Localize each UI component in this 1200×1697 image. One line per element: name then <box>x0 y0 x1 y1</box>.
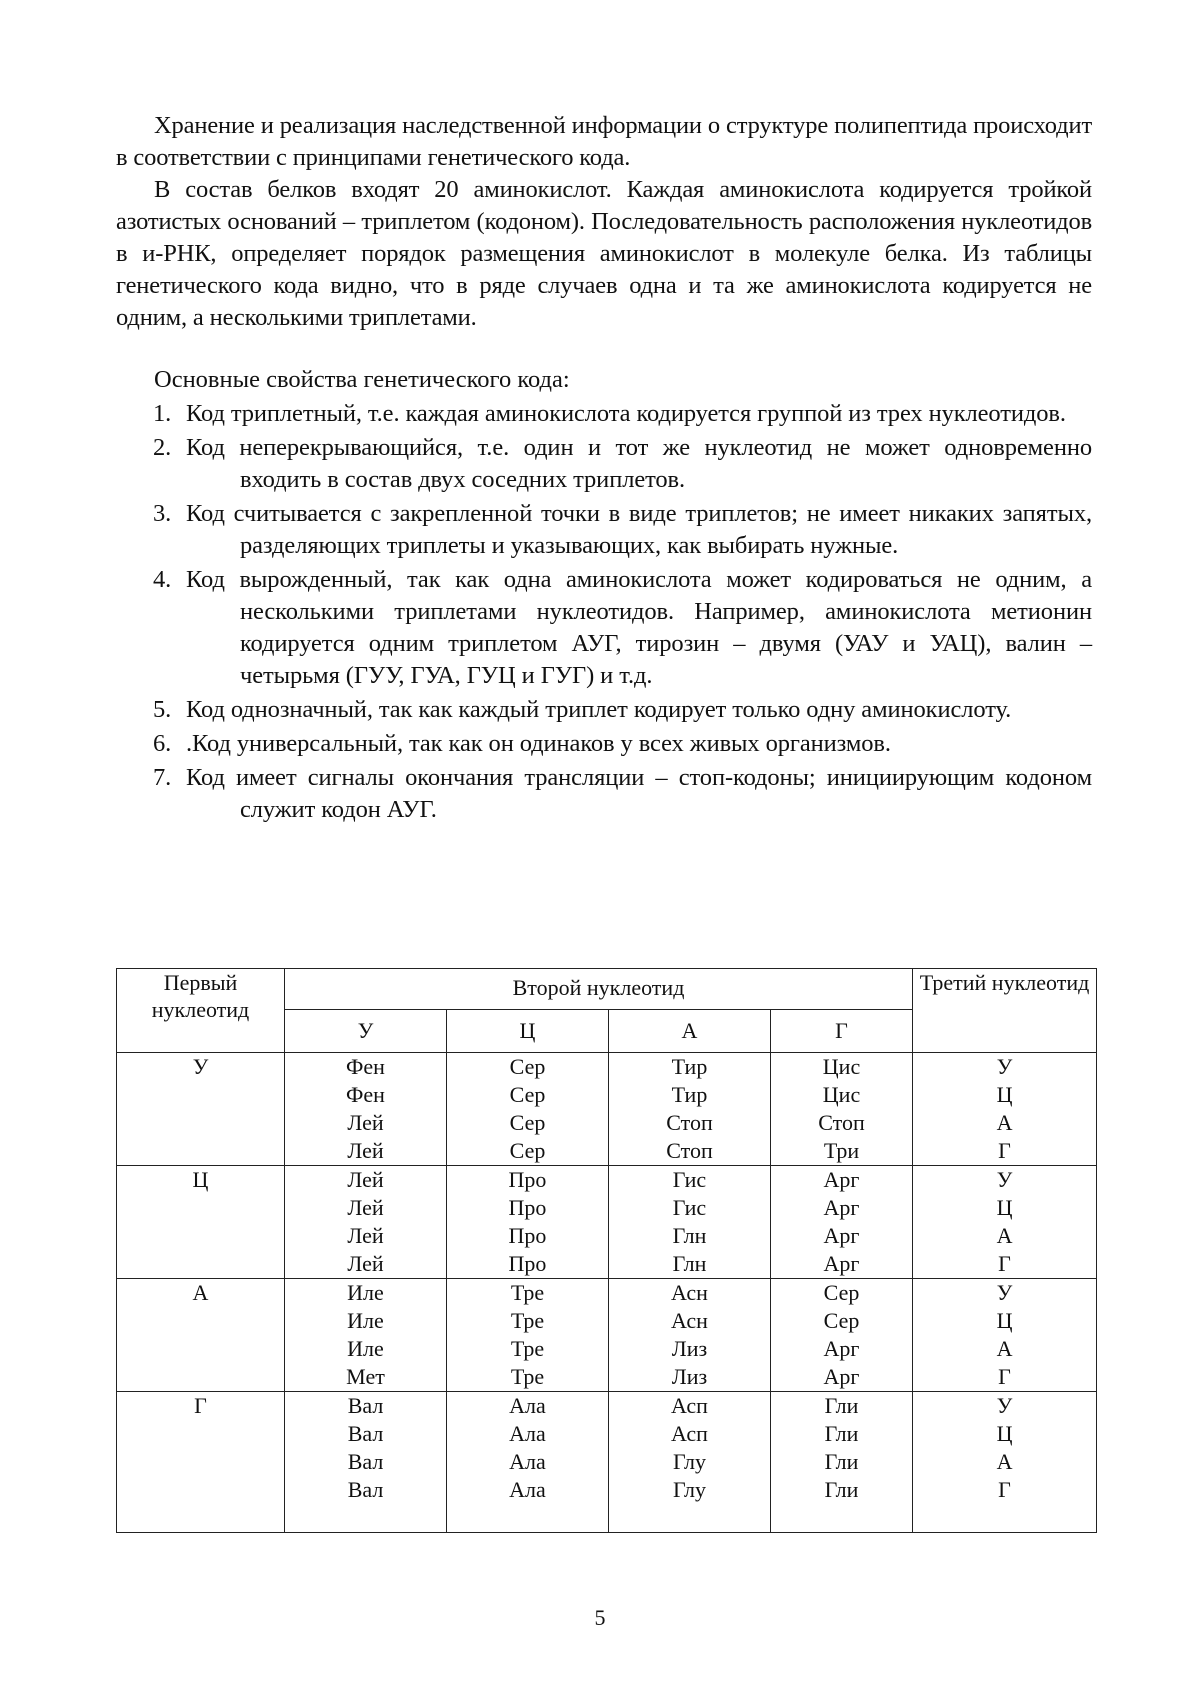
property-number: 1. <box>153 400 172 427</box>
property-number: 7. <box>153 764 172 791</box>
table-cell-value: Тре <box>510 1336 545 1361</box>
page-content <box>116 110 1092 828</box>
table-cell-value: Вал <box>347 1421 384 1446</box>
amino-acid-cell <box>285 1392 447 1533</box>
first-nucleotide-cell <box>117 1279 285 1392</box>
property-item <box>116 762 1092 826</box>
table-cell-value: Лиз <box>671 1364 708 1389</box>
table-cell-value: Арг <box>823 1167 860 1192</box>
table-cell-value: Вал <box>347 1393 384 1418</box>
table-cell-value: Лиз <box>671 1336 708 1361</box>
table-cell-value: Лей <box>347 1138 384 1163</box>
genetic-code-table <box>116 968 1097 1533</box>
table-cell-value: Ала <box>509 1393 546 1418</box>
table-cell-value: Стоп <box>818 1110 865 1135</box>
table-cell-value: Мет <box>346 1364 385 1389</box>
table-cell-value: Г <box>998 1138 1011 1163</box>
third-nucleotide-cell <box>913 1053 1097 1166</box>
property-item <box>116 432 1092 496</box>
table-cell-value: Про <box>508 1167 547 1192</box>
table-cell-value: Глу <box>672 1477 707 1502</box>
header-second-g: Г <box>771 1010 913 1053</box>
table-cell-value: Гли <box>824 1393 859 1418</box>
property-text: Код считывается с закрепленной точки в виде триплетов; не имеет никаких запятых, разделяющих триплеты и указывающих, как выбирать нужные. <box>186 500 1092 559</box>
table-cell-value: У <box>996 1280 1013 1305</box>
table-cell-value: Ц <box>996 1195 1013 1220</box>
table-cell-value: У <box>996 1167 1013 1192</box>
table-row <box>117 1166 1097 1279</box>
page-number: 5 <box>594 1605 606 1630</box>
table-cell-value: Лей <box>347 1251 384 1276</box>
table-cell-value: Сер <box>509 1138 546 1163</box>
table-cell-value: Сер <box>823 1280 860 1305</box>
table-cell-value: А <box>996 1449 1013 1474</box>
property-number: 6. <box>153 730 172 757</box>
table-cell-value: Иле <box>347 1280 384 1305</box>
table-cell-value: Про <box>508 1251 547 1276</box>
property-number: 5. <box>153 696 172 723</box>
table-cell-value: А <box>996 1336 1013 1361</box>
property-text: Код неперекрывающийся, т.е. один и тот же нуклеотид не может одновременно входить в состав двух соседних триплетов. <box>186 434 1092 493</box>
amino-acid-cell <box>771 1166 913 1279</box>
amino-acid-cell <box>609 1053 771 1166</box>
amino-acid-cell <box>609 1279 771 1392</box>
header-second-c: Ц <box>447 1010 609 1053</box>
table-cell-value: Арг <box>823 1251 860 1276</box>
table-cell-value: Г <box>998 1477 1011 1502</box>
amino-acid-cell <box>447 1053 609 1166</box>
amino-acid-cell <box>285 1279 447 1392</box>
property-text: Код триплетный, т.е. каждая аминокислота кодируется группой из трех нуклеотидов. <box>186 400 1066 427</box>
first-nucleotide-value: А <box>192 1280 209 1305</box>
table-cell-value: Про <box>508 1195 547 1220</box>
table-cell-value: Тир <box>671 1082 708 1107</box>
table-cell-value: Сер <box>509 1110 546 1135</box>
first-nucleotide-cell <box>117 1392 285 1533</box>
table-cell-value: Лей <box>347 1223 384 1248</box>
first-nucleotide-cell <box>117 1053 285 1166</box>
third-nucleotide-cell <box>913 1166 1097 1279</box>
table-cell-value: Лей <box>347 1110 384 1135</box>
table-cell-value: Тре <box>510 1308 545 1333</box>
table-cell-value: Иле <box>347 1308 384 1333</box>
table-cell-value: У <box>996 1054 1013 1079</box>
header-second-a: А <box>609 1010 771 1053</box>
properties-list <box>116 398 1092 826</box>
table-cell-value: Сер <box>509 1054 546 1079</box>
table-cell-value: Арг <box>823 1364 860 1389</box>
table-cell-value: Глу <box>672 1449 707 1474</box>
header-second-nucleotide: Второй нуклеотид <box>285 969 913 1010</box>
property-number: 4. <box>153 566 172 593</box>
table-cell-value: Ала <box>509 1477 546 1502</box>
table-cell-value: Гли <box>824 1449 859 1474</box>
amino-acid-cell <box>609 1166 771 1279</box>
third-nucleotide-cell <box>913 1392 1097 1533</box>
table-cell-value: Асн <box>671 1308 708 1333</box>
table-body <box>117 1053 1097 1533</box>
amino-acid-cell <box>447 1392 609 1533</box>
table-cell-value: А <box>996 1223 1013 1248</box>
table-cell-value: Лей <box>347 1195 384 1220</box>
table-row <box>117 1279 1097 1392</box>
header-first-nucleotide: Первый нуклеотид <box>117 969 285 1053</box>
table-cell-value: Арг <box>823 1336 860 1361</box>
property-item <box>116 694 1092 726</box>
table-cell-value: Г <box>998 1364 1011 1389</box>
paragraph-intro: Хранение и реализация наследственной информации о структуре полипептида происходит в соответствии с принципами генетического кода. <box>116 112 1092 171</box>
table-cell-value: Ц <box>996 1421 1013 1446</box>
table-cell-value: Арг <box>823 1195 860 1220</box>
third-nucleotide-cell <box>913 1279 1097 1392</box>
property-text: Код однозначный, так как каждый триплет кодирует только одну аминокислоту. <box>186 696 1012 723</box>
table-cell-value: У <box>996 1393 1013 1418</box>
table-cell-value: Ц <box>996 1308 1013 1333</box>
amino-acid-cell <box>285 1053 447 1166</box>
paragraph-amino-acids: В состав белков входят 20 аминокислот. Каждая аминокислота кодируется тройкой азотистых оснований – триплетом (кодоном). Последовательность расположения нуклеотидов в и-РНК, определяет порядок размещения аминокислот в молекуле белка. Из таблицы генетического кода видно, что в ряде случаев одна и та же аминокислота кодируется не одним, а несколькими триплетами. <box>116 176 1092 331</box>
amino-acid-cell <box>285 1166 447 1279</box>
table-cell-value: Фен <box>346 1082 385 1107</box>
table-cell-value: Стоп <box>666 1138 713 1163</box>
table-cell-value: Тре <box>510 1280 545 1305</box>
amino-acid-cell <box>609 1392 771 1533</box>
first-nucleotide-value: Ц <box>192 1167 209 1192</box>
property-text: Код имеет сигналы окончания трансляции – стоп-кодоны; инициирующим кодоном служит кодон АУГ. <box>186 764 1092 823</box>
table-row <box>117 1392 1097 1533</box>
table-cell-value: Гис <box>672 1167 707 1192</box>
table-cell-value: Цис <box>822 1054 861 1079</box>
amino-acid-cell <box>771 1279 913 1392</box>
table-cell-value: Асп <box>671 1393 708 1418</box>
table-cell-value: Тре <box>510 1364 545 1389</box>
table-cell-value: А <box>996 1110 1013 1135</box>
table-cell-value: Вал <box>347 1477 384 1502</box>
table-cell-value: Цис <box>822 1082 861 1107</box>
first-nucleotide-cell <box>117 1166 285 1279</box>
table-cell-value: Арг <box>823 1223 860 1248</box>
property-number: 2. <box>153 434 172 461</box>
table-cell-value: Асн <box>671 1280 708 1305</box>
header-third-nucleotide: Третий нуклеотид <box>913 969 1097 1053</box>
first-nucleotide-value: У <box>192 1054 209 1079</box>
properties-heading: Основные свойства генетического кода: <box>154 366 570 393</box>
table-cell-value: Фен <box>346 1054 385 1079</box>
property-number: 3. <box>153 500 172 527</box>
table-cell-value: Ц <box>996 1082 1013 1107</box>
table-cell-value: Стоп <box>666 1110 713 1135</box>
table-cell-value: Про <box>508 1223 547 1248</box>
table-cell-value: Асп <box>671 1421 708 1446</box>
amino-acid-cell <box>447 1279 609 1392</box>
header-second-u: У <box>285 1010 447 1053</box>
table-cell-value: Гли <box>824 1421 859 1446</box>
table-row <box>117 1053 1097 1166</box>
table-cell-value: Ала <box>509 1449 546 1474</box>
table-cell-value: Гис <box>672 1195 707 1220</box>
property-text: .Код универсальный, так как он одинаков у всех живых организмов. <box>186 730 891 757</box>
amino-acid-cell <box>771 1053 913 1166</box>
table-cell-value: Сер <box>509 1082 546 1107</box>
table-cell-value: Глн <box>672 1251 707 1276</box>
table-cell-value: Сер <box>823 1308 860 1333</box>
property-text: Код вырожденный, так как одна аминокислота может кодироваться не одним, а несколькими триплетами нуклеотидов. Например, аминокислота метионин кодируется одним триплетом АУГ, тирозин – двумя (УАУ и УАЦ), валин – четырьмя (ГУУ, ГУА, ГУЦ и ГУГ) и т.д. <box>186 566 1092 689</box>
table-cell-value: Г <box>998 1251 1011 1276</box>
table-cell-value: Гли <box>824 1477 859 1502</box>
table-cell-value: Тир <box>671 1054 708 1079</box>
table-cell-value: Три <box>823 1138 860 1163</box>
table-cell-value: Вал <box>347 1449 384 1474</box>
table-cell-value: Лей <box>347 1167 384 1192</box>
amino-acid-cell <box>447 1166 609 1279</box>
table-cell-value: Ала <box>509 1421 546 1446</box>
amino-acid-cell <box>771 1392 913 1533</box>
table-cell-value: Иле <box>347 1336 384 1361</box>
table-cell-value: Глн <box>672 1223 707 1248</box>
property-item <box>116 398 1092 430</box>
first-nucleotide-value: Г <box>194 1393 207 1418</box>
property-item <box>116 498 1092 562</box>
property-item <box>116 728 1092 760</box>
property-item <box>116 564 1092 692</box>
